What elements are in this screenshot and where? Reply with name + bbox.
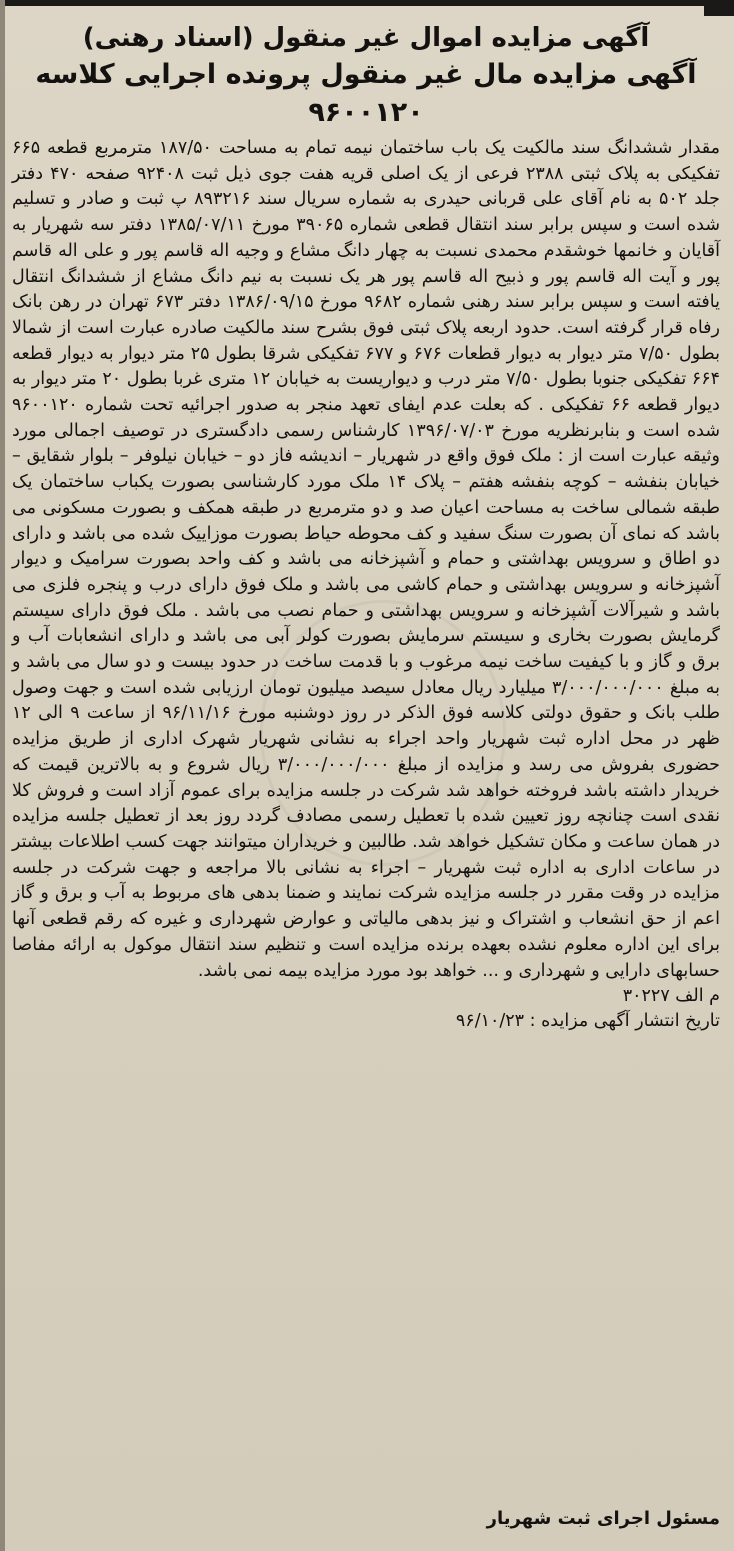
notice-body: مقدار ششدانگ سند مالکیت یک باب ساختمان نیمه تمام به مساحت ۱۸۷/۵۰ مترمربع قطعه ۶۶۵ تفکیکی به پلاک ثبتی ۲۳۸۸ فرعی از یک اصلی قریه هفت جوی ذیل ثبت ۹۲۴۰۸ صفحه ۴۷۰ دفتر جلد ۵۰۲ به نام آقای علی قربانی حیدری به شماره سریال سند ۸۹۳۲۱۶ پ ثبت و صادر و تسلیم شده است و سپس برابر سند انتقال قطعی شماره ۳۹۰۶۵ مورخ ۱۳۸۵/۰۷/۱۱ دفتر سه شهریار به آقایان و خانمها خوشقدم محمدی نسبت به چهار دانگ مشاع و وجیه اله قاسم پور و علی اله قاسم پور و آیت اله قاسم پور و ذبیح اله قاسم پور هر یک نسبت به نیم دانگ مشاع از ششدانگ انتقال یافته است و سپس برابر سند رهنی شماره ۹۶۸۲ مورخ ۱۳۸۶/۰۹/۱۵ دفتر ۶۷۳ تهران در رهن بانک رفاه قرار گرفته است. حدود اربعه پلاک ثبتی فوق بشرح سند مالکیت صادره عبارت است از شمالا بطول ۷/۵۰ متر دیوار به دیوار قطعات ۶۷۶ و ۶۷۷ تفکیکی شرقا بطول ۲۵ متر دیوار به دیوار قطعه ۶۶۴ تفکیکی جنوبا بطول ۷/۵۰ متر درب و دیواریست به خیابان ۱۲ متری غربا بطول ۲۰ متر دیوار به دیوار قطعه ۶۶ تفکیکی . که بعلت عدم ایفای تعهد منجر به صدور اجرائیه تحت شماره ۹۶۰۰۱۲۰ شده است و بنابرنظریه مورخ ۱۳۹۶/۰۷/۰۳ کارشناس رسمی دادگستری در توصیف اجمالی مورد وثیقه عبارت است از : ملک فوق واقع در شهریار – اندیشه فاز دو – خیابان نیلوفر – بلوار شقایق – خیابان بنفشه – کوچه بنفشه هفتم – پلاک ۱۴ ملک مورد کارشناسی بصورت یکباب ساختمان یک طبقه شمالی ساخت به مساحت اعیان صد و دو مترمربع در طبقه همکف و بصورت مسکونی می باشد که نمای آن بصورت سنگ سفید و کف محوطه حیاط بصورت موزاییک شده می باشد و دارای دو اطاق و سرویس بهداشتی و حمام و آشپزخانه می باشد و کف واحد بصورت سرامیک و دیوار آشپزخانه و سرویس بهداشتی و حمام کاشی می باشد و ملک فوق دارای درب و پنجره فلزی می باشد و شیرآلات آشپزخانه و سرویس بهداشتی و حمام نصب می باشد . ملک فوق دارای سیستم گرمایش بصورت بخاری و سیستم سرمایش بصورت کولر آبی می باشد و دارای انشعابات آب و برق و گاز و با کیفیت ساخت نیمه مرغوب و با قدمت ساخت در حدود بیست و دو سال می باشد و به مبلغ ۳/۰۰۰/۰۰۰/۰۰۰ میلیارد ریال معادل سیصد میلیون تومان ارزیابی شده است و جهت وصول طلب بانک و حقوق دولتی کلاسه فوق الذکر در روز دوشنبه مورخ ۹۶/۱۱/۱۶ از ساعت ۹ الی ۱۲ ظهر در محل اداره ثبت شهریار واحد اجراء به نشانی شهریار شهرک اداری از طریق مزایده حضوری بفروش می رسد و مزایده از مبلغ ۳/۰۰۰/۰۰۰/۰۰۰ ریال شروع و به بالاترین قیمت که خریدار داشته باشد فروخته خواهد شد شرکت در جلسه مزایده برای عموم آزاد است و فروش کلا نقدی است چنانچه روز تعیین شده با تعطیل رسمی مصادف گردد روز بعد از تعطیل جلسه مزایده در همان ساعت و مکان تشکیل خواهد شد. طالبین و خریداران میتوانند جهت کسب اطلاعات بیشتر در ساعات اداری به اداره ثبت شهریار – اجراء به نشانی بالا مراجعه و جهت شرکت در جلسه مزایده در وقت مقرر در جلسه مزایده شرکت نمایند و ضمنا بدهی های مربوط به آب و برق و گاز اعم از حق انشعاب و اشتراک و نیز بدهی مالیاتی و عوارض شهرداری و غیره که رقم قطعی آنها برای این اداره معلوم نشده بعهده برنده مزایده است و تنظیم سند انتقال موکول به ارائه مفاصا حسابهای دارایی و شهرداری و ... خواهد بود مورد مزایده بیمه نمی باشد. xyxy=(12,138,721,981)
notice-subtitle: آگهی مزایده مال غیر منقول پرونده اجرایی کلاسه ۹۶۰۰۱۲۰ xyxy=(35,59,697,128)
left-edge-shadow xyxy=(0,0,5,1551)
notice-code: م الف ۳۰۲۲۷ xyxy=(622,986,720,1007)
auction-notice xyxy=(12,20,720,1034)
publish-date: تاریخ انتشار آگهی مزایده : ۹۶/۱۰/۲۳ xyxy=(455,1011,720,1032)
top-rule xyxy=(0,0,734,6)
signature-line: مسئول اجرای ثبت شهریار xyxy=(486,1508,720,1529)
corner-mark xyxy=(704,0,734,16)
notice-title: آگهی مزایده اموال غیر منقول (اسناد رهنی) xyxy=(82,23,650,53)
